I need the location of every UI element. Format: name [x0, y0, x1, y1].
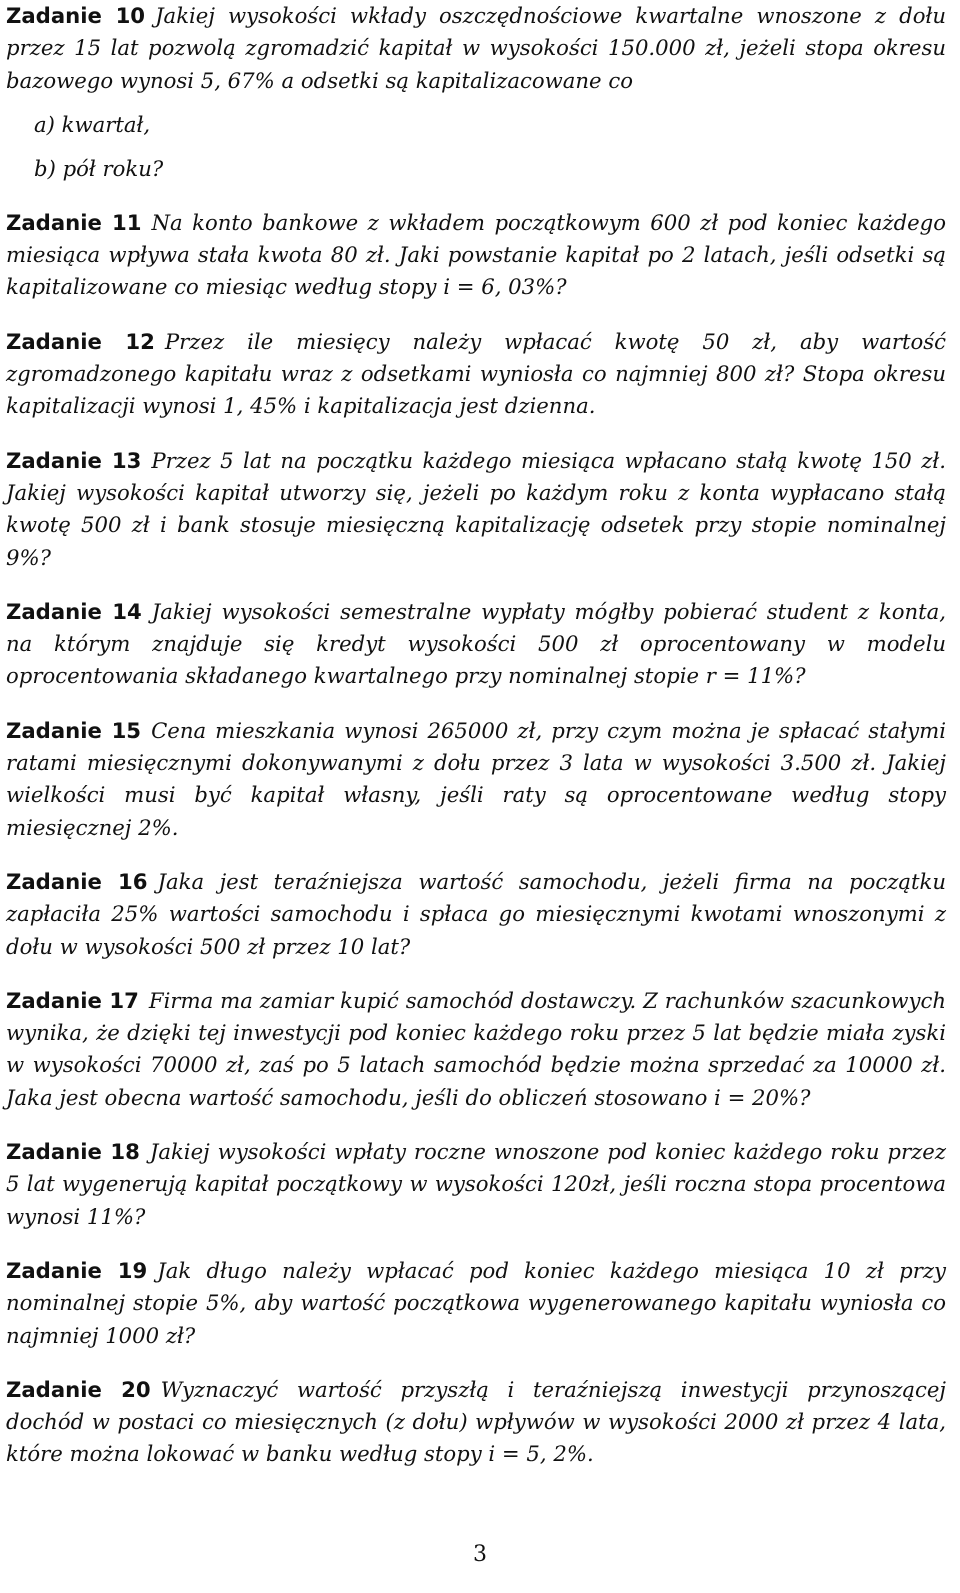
problem-text: Jaka jest teraźniejsza wartość samochodu, jeżeli firma na początku zapłaciła 25% wartości samochodu i spłaca go miesięcznymi kwotami wnoszonymi z dołu w wysokości 500 zł przez 10 lat? [6, 868, 947, 959]
problem-15 [6, 715, 946, 844]
problem-10 [6, 0, 946, 185]
problem-text: Przez 5 lat na początku każdego miesiąca wpłacano stałą kwotę 150 zł. Jakiej wysokości kapitał utworzy się, jeżeli po każdym roku z konta wypłacano stałą kwotę 500 zł i bank stosuje miesięczną kapitalizację odsetek przy stopie nominalnej 9%? [6, 447, 946, 570]
problem-label: Zadanie 17 [6, 987, 139, 1013]
problem-text: Cena mieszkania wynosi 265000 zł, przy czym można je spłacać stałymi ratami miesięcznymi dokonywanymi z dołu przez 3 lata w wysokości 3.500 zł. Jakiej wielkości musi być kapitał własny, jeśli raty są oprocentowane według stopy miesięcznej 2%. [6, 717, 947, 840]
problem-11 [6, 207, 946, 304]
problem-label: Zadanie 14 [6, 598, 142, 624]
problem-text: Firma ma zamiar kupić samochód dostawczy. Z rachunków szacunkowych wynika, że dzięki tej inwestycji pod koniec każdego roku przez 5 lat będzie miała zyski w wysokości 70000 zł, zaś po 5 latach samochód będzie można sprzedać za 10000 zł. Jaka jest obecna wartość samochodu, jeśli do obliczeń stosowano i = 20%? [6, 987, 947, 1110]
problem-12 [6, 326, 946, 423]
problem-text: Jak długo należy wpłacać pod koniec każdego miesiąca 10 zł przy nominalnej stopie 5%, aby wartość początkowa wygenerowanego kapitału wyniosła co najmniej 1000 zł? [6, 1257, 947, 1348]
page-number: 3 [473, 1542, 487, 1567]
problem-17 [6, 985, 946, 1114]
problem-13 [6, 445, 946, 574]
problem-label: Zadanie 18 [6, 1139, 140, 1165]
problem-label: Zadanie 20 [6, 1376, 151, 1402]
problem-text: Jakiej wysokości wkłady oszczędnościowe kwartalne wnoszone z dołu przez 15 lat pozwolą zgromadzić kapitał w wysokości 150.000 zł, jeżeli stopa okresu bazowego wynosi 5, 67% a odsetki są kapitalizacowane co [6, 3, 947, 93]
problem-label: Zadanie 15 [6, 717, 142, 743]
problem-16 [6, 866, 946, 963]
problem-14 [6, 596, 946, 693]
problem-text: Jakiej wysokości wpłaty roczne wnoszone pod koniec każdego roku przez 5 lat wygenerują kapitał początkowy w wysokości 120zł, jeśli roczna stopa procentowa wynosi 11%? [6, 1139, 946, 1229]
problem-label: Zadanie 16 [6, 868, 148, 894]
problem-18 [6, 1136, 946, 1233]
problem-20 [6, 1374, 946, 1471]
problem-text: Wyznaczyć wartość przyszłą i teraźniejszą inwestycji przynoszącej dochód w postaci co miesięcznych (z dołu) wpływów w wysokości 2000 zł przez 4 lata, które można lokować w banku według stopy i = 5, 2%. [6, 1376, 946, 1467]
problem-text: Jakiej wysokości semestralne wypłaty mógłby pobierać student z konta, na którym znajduje się kredyt wysokości 500 zł oprocentowany w modelu oprocentowania składanego kwartalnego przy nominalnej stopie r = 11%? [6, 598, 946, 689]
problem-label: Zadanie 12 [6, 328, 155, 354]
problem-label: Zadanie 19 [6, 1257, 148, 1283]
problem-label: Zadanie 13 [6, 447, 142, 473]
option-b: b) pół roku? [34, 155, 164, 181]
option-a: a) kwartał, [34, 111, 151, 137]
problem-text: Przez ile miesięcy należy wpłacać kwotę 50 zł, aby wartość zgromadzonego kapitału wraz z odsetkami wyniosła co najmniej 800 zł? Stopa okresu kapitalizacji wynosi 1, 45% i kapitalizacja jest dzienna. [6, 328, 946, 419]
problem-label: Zadanie 11 [6, 209, 142, 235]
answer-options [34, 109, 946, 185]
problem-label: Zadanie 10 [6, 3, 146, 28]
problem-19 [6, 1255, 946, 1352]
problem-text: Na konto bankowe z wkładem początkowym 600 zł pod koniec każdego miesiąca wpływa stała kwota 80 zł. Jaki powstanie kapitał po 2 latach, jeśli odsetki są kapitalizowane co miesiąc według stopy i = 6, 03%? [6, 209, 946, 300]
page-content [6, 0, 946, 1493]
